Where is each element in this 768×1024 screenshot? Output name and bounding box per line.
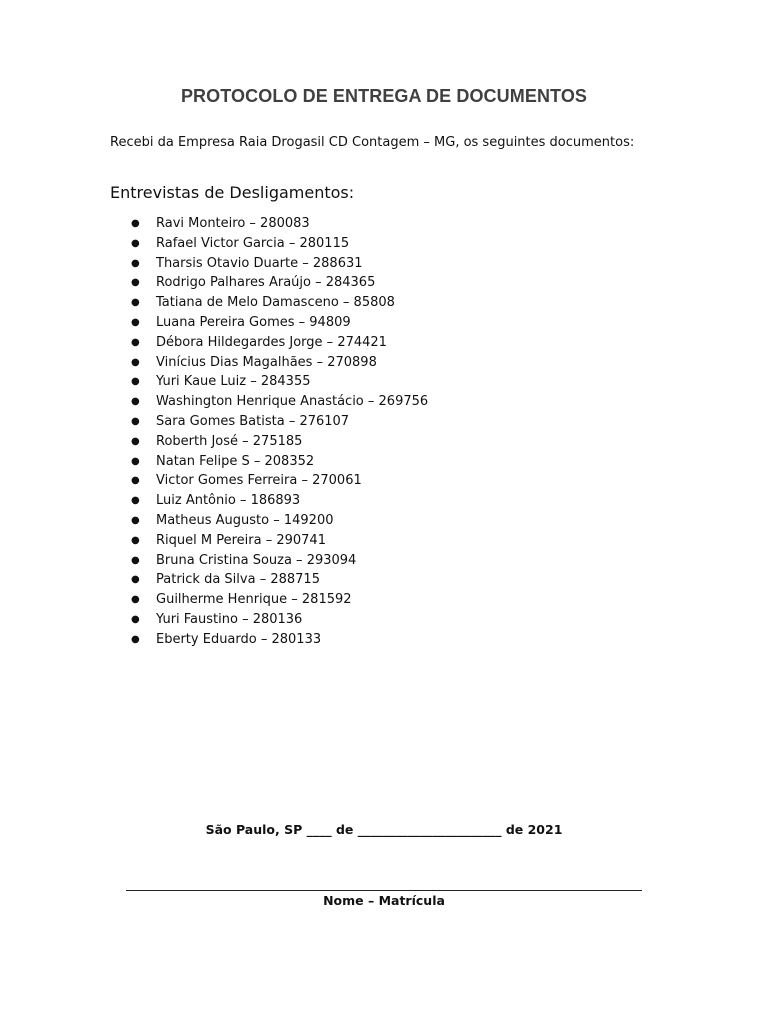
list-item-text: Vinícius Dias Magalhães – 270898 [156, 354, 377, 370]
list-item [110, 570, 428, 590]
bullet-icon: ● [131, 257, 140, 269]
bullet-icon: ● [131, 218, 140, 229]
section-heading: Entrevistas de Desligamentos: [110, 183, 355, 202]
list-item [110, 353, 428, 373]
list-item-text: Eberty Eduardo – 280133 [156, 631, 322, 647]
list-item [110, 452, 428, 472]
list-item-text: Bruna Cristina Souza – 293094 [156, 552, 357, 568]
intro-text: Recebi da Empresa Raia Drogasil CD Contagem – MG, os seguintes documentos: [110, 135, 635, 150]
bullet-icon: ● [131, 495, 140, 507]
list-item [110, 551, 428, 571]
list-item [110, 372, 428, 392]
list-item-text: Ravi Monteiro – 280083 [156, 216, 310, 231]
list-item-text: Riquel M Pereira – 290741 [156, 532, 326, 548]
bullet-icon: ● [131, 277, 140, 289]
list-item-text: Luana Pereira Gomes – 94809 [156, 314, 351, 330]
list-item [110, 234, 428, 254]
bullet-icon: ● [131, 297, 140, 309]
list-item-text: Guilherme Henrique – 281592 [156, 592, 352, 608]
bullet-icon: ● [131, 554, 140, 566]
bullet-icon: ● [131, 336, 140, 348]
list-item [110, 610, 428, 630]
signature-label: Nome – Matrícula [323, 893, 445, 908]
list-item-text: Tharsis Otavio Duarte – 288631 [156, 255, 363, 271]
bullet-icon: ● [131, 356, 140, 368]
bullet-icon: ● [131, 376, 140, 388]
bullet-icon: ● [131, 435, 140, 447]
list-item-text: Luiz Antônio – 186893 [156, 493, 301, 509]
date-line: São Paulo, SP ____ de _______________________ de 2021 [205, 822, 563, 837]
list-item-text: Rafael Victor Garcia – 280115 [156, 235, 350, 251]
list-item-text: Sara Gomes Batista – 276107 [156, 413, 350, 429]
bullet-icon: ● [131, 237, 140, 249]
bullet-icon: ● [131, 633, 140, 645]
signature-line [126, 890, 642, 891]
list-item [110, 293, 428, 313]
bullet-icon: ● [131, 574, 140, 586]
list-item [110, 432, 428, 452]
list-item [110, 273, 428, 293]
list-item-text: Roberth José – 275185 [156, 433, 303, 449]
list-item [110, 412, 428, 432]
list-item [110, 630, 428, 650]
list-item [110, 392, 428, 412]
list-item [110, 531, 428, 551]
list-item [110, 254, 428, 274]
bullet-icon: ● [131, 594, 140, 606]
employee-list [110, 214, 428, 650]
list-item [110, 491, 428, 511]
bullet-icon: ● [131, 415, 140, 427]
list-item-text: Patrick da Silva – 288715 [156, 572, 320, 588]
list-item-text: Matheus Augusto – 149200 [156, 512, 334, 528]
list-item [110, 214, 428, 234]
list-item-text: Washington Henrique Anastácio – 269756 [156, 394, 429, 410]
document-title: PROTOCOLO DE ENTREGA DE DOCUMENTOS [180, 86, 588, 106]
list-item [110, 333, 428, 353]
bullet-icon: ● [131, 534, 140, 546]
list-item [110, 590, 428, 610]
list-item [110, 313, 428, 333]
list-item-text: Victor Gomes Ferreira – 270061 [156, 473, 362, 489]
bullet-icon: ● [131, 455, 140, 467]
list-item-text: Yuri Kaue Luiz – 284355 [156, 374, 311, 390]
bullet-icon: ● [131, 475, 140, 487]
list-item-text: Natan Felipe S – 208352 [156, 453, 315, 469]
list-item [110, 511, 428, 531]
list-item-text: Tatiana de Melo Damasceno – 85808 [156, 295, 395, 311]
bullet-icon: ● [131, 316, 140, 328]
list-item-text: Rodrigo Palhares Araújo – 284365 [156, 275, 376, 291]
list-item-text: Yuri Faustino – 280136 [156, 611, 303, 627]
list-item [110, 471, 428, 491]
bullet-icon: ● [131, 613, 140, 625]
list-item-text: Débora Hildegardes Jorge – 274421 [156, 334, 387, 350]
bullet-icon: ● [131, 396, 140, 408]
bullet-icon: ● [131, 514, 140, 526]
